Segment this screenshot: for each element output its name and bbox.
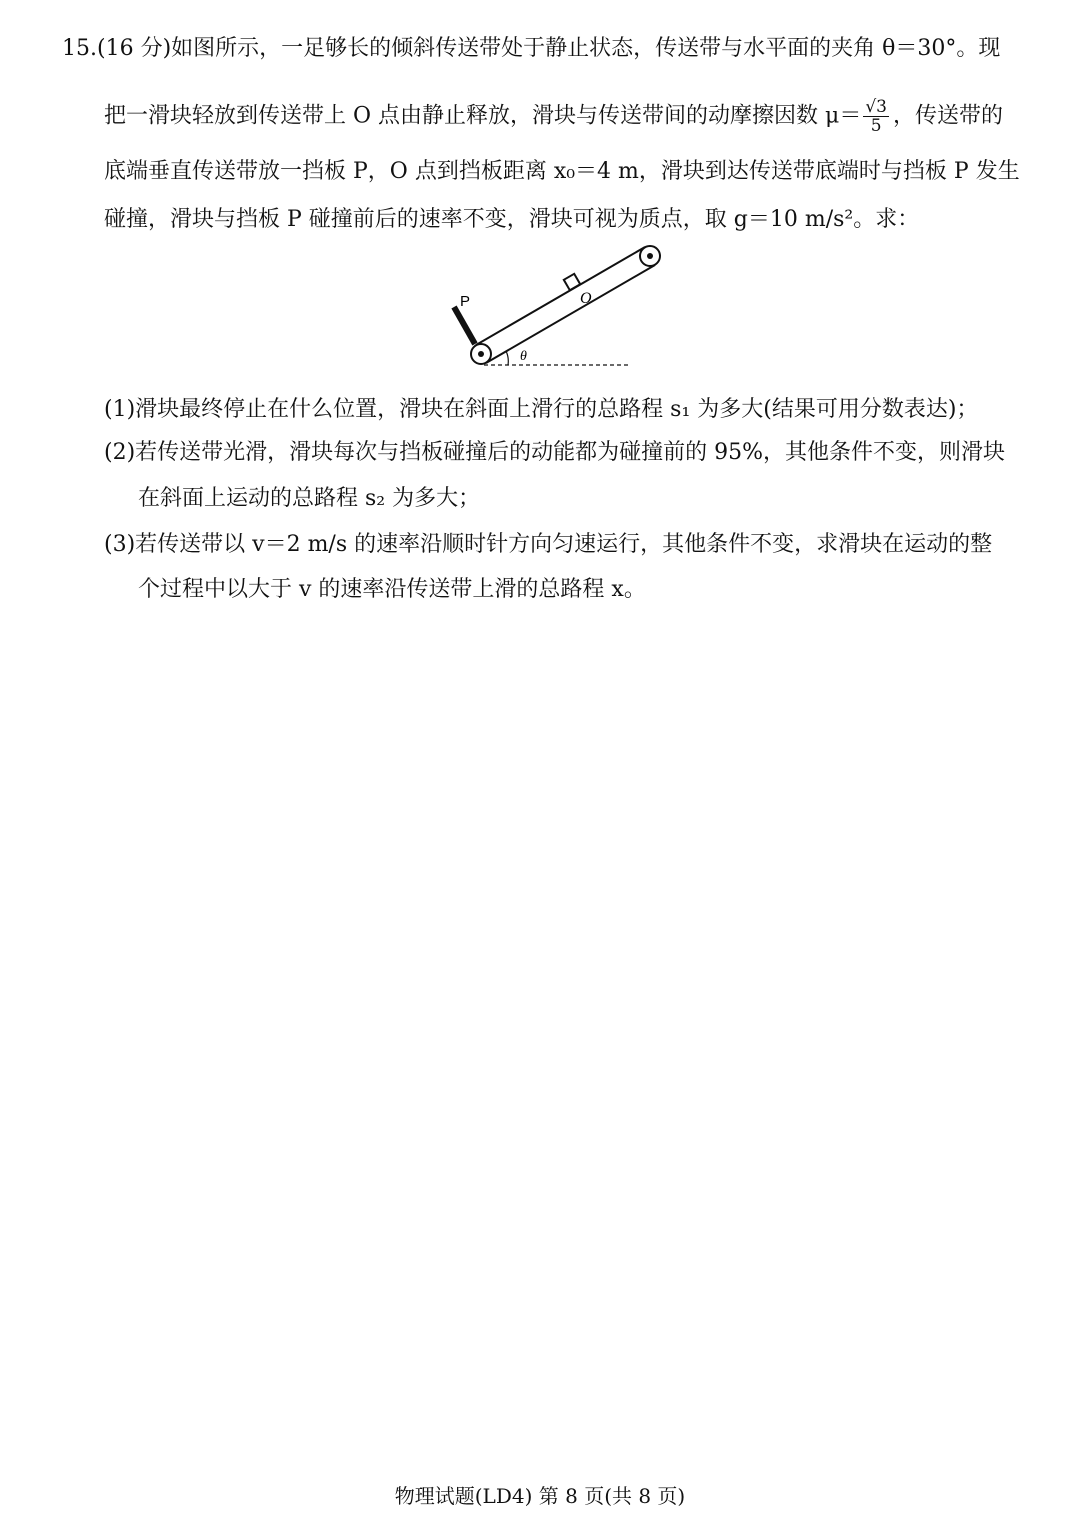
bottom-pulley-axle — [478, 351, 484, 357]
question-2-line-2 — [138, 484, 480, 514]
problem-number: 15. — [62, 36, 97, 61]
slider-block — [564, 274, 580, 290]
problem-line-4 — [104, 205, 919, 235]
mu-numerator: √3 — [865, 97, 887, 117]
baffle-P — [454, 307, 475, 344]
label-P: P — [460, 293, 471, 310]
question-3-line-1 — [104, 530, 992, 560]
problem-line-2 — [104, 98, 1003, 135]
page-footer: 物理试题(LD4) 第 8 页(共 8 页) — [394, 1484, 686, 1508]
belt-top-line — [476, 247, 645, 345]
label-theta: θ — [520, 349, 527, 364]
question-2-text-b: 在斜面上运动的总路程 s₂ 为多大； — [138, 486, 481, 511]
mu-fraction — [863, 98, 889, 135]
question-3-line-2 — [138, 575, 646, 605]
question-1-text: (1)滑块最终停止在什么位置，滑块在斜面上滑行的总路程 s₁ 为多大(结果可用分数表达)； — [104, 397, 979, 422]
mu-denominator: 5 — [870, 116, 882, 136]
problem-text-4: 碰撞，滑块与挡板 P 碰撞前后的速率不变，滑块可视为质点，取 g＝10 m/s²。求： — [104, 207, 920, 232]
problem-score: (16 分) — [97, 36, 172, 61]
question-2-text-a: (2)若传送带光滑，滑块每次与挡板碰撞后的动能都为碰撞前的 95%，其他条件不变，则滑块 — [104, 440, 1006, 465]
question-2-line-1 — [104, 438, 1005, 468]
question-3-text-b: 个过程中以大于 v 的速率沿传送带上滑的总路程 x。 — [138, 577, 646, 602]
problem-text-3: 底端垂直传送带放一挡板 P，O 点到挡板距离 x₀＝4 m，滑块到达传送带底端时与挡板 P 发生 — [104, 159, 1020, 184]
problem-text-1: 如图所示，一足够长的倾斜传送带处于静止状态，传送带与水平面的夹角 θ＝30°。现 — [171, 36, 1001, 61]
conveyor-figure — [440, 232, 700, 372]
question-3-text-a: (3)若传送带以 v＝2 m/s 的速率沿顺时针方向匀速运行，其他条件不变，求滑块在运动的整 — [104, 532, 993, 557]
problem-line-3 — [104, 157, 1020, 187]
label-O: O — [580, 290, 592, 307]
question-1 — [104, 395, 978, 425]
problem-text-2b: ，传送带的 — [892, 103, 1003, 129]
top-pulley-axle — [647, 253, 653, 259]
problem-line-1 — [62, 34, 1000, 64]
problem-text-2a: 把一滑块轻放到传送带上 O 点由静止释放，滑块与传送带间的动摩擦因数 μ＝ — [104, 103, 862, 129]
angle-arc — [506, 351, 508, 365]
